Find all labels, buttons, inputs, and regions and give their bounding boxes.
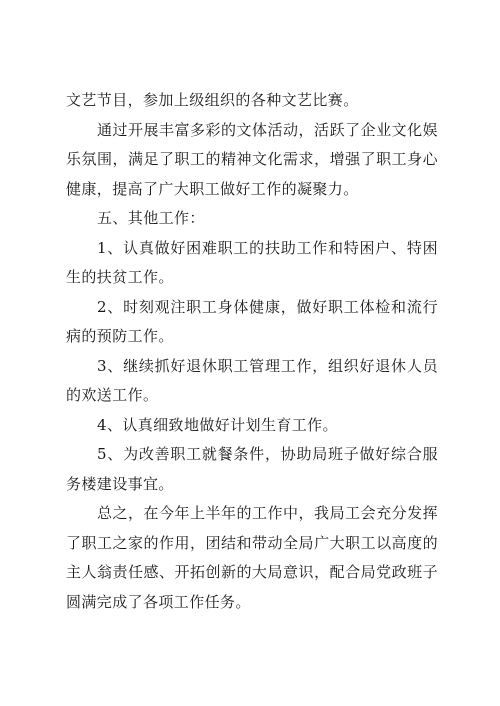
list-item-1: 1、认真做好困难职工的扶助工作和特困户、特困生的扶贫工作。 (66, 238, 438, 286)
list-item-5: 5、为改善职工就餐条件，协助局班子做好综合服务楼建设事宜。 (66, 445, 438, 493)
section-heading-other-work: 五、其他工作： (97, 209, 205, 227)
document-body (66, 86, 438, 617)
list-item-3: 3、继续抓好退休职工管理工作，组织好退休人员的欢送工作。 (66, 356, 438, 404)
paragraph-summary: 总之，在今年上半年的工作中，我局工会充分发挥了职工之家的作用，团结和带动全局广大职工以高度的主人翁责任感、开拓创新的大局意识，配合局党政班子圆满完成了各项工作任务。 (66, 504, 438, 611)
paragraph-cultural-activities: 通过开展丰富多彩的文体活动，活跃了企业文化娱乐氛围，满足了职工的精神文化需求，增强了职工身心健康，提高了广大职工做好工作的凝聚力。 (66, 120, 438, 198)
list-item-4: 4、认真细致地做好计划生育工作。 (97, 415, 338, 434)
paragraph-continuation: 文艺节目，参加上级组织的各种文艺比赛。 (66, 91, 359, 109)
list-item-2: 2、时刻观注职工身体健康，做好职工体检和流行病的预防工作。 (66, 297, 438, 345)
